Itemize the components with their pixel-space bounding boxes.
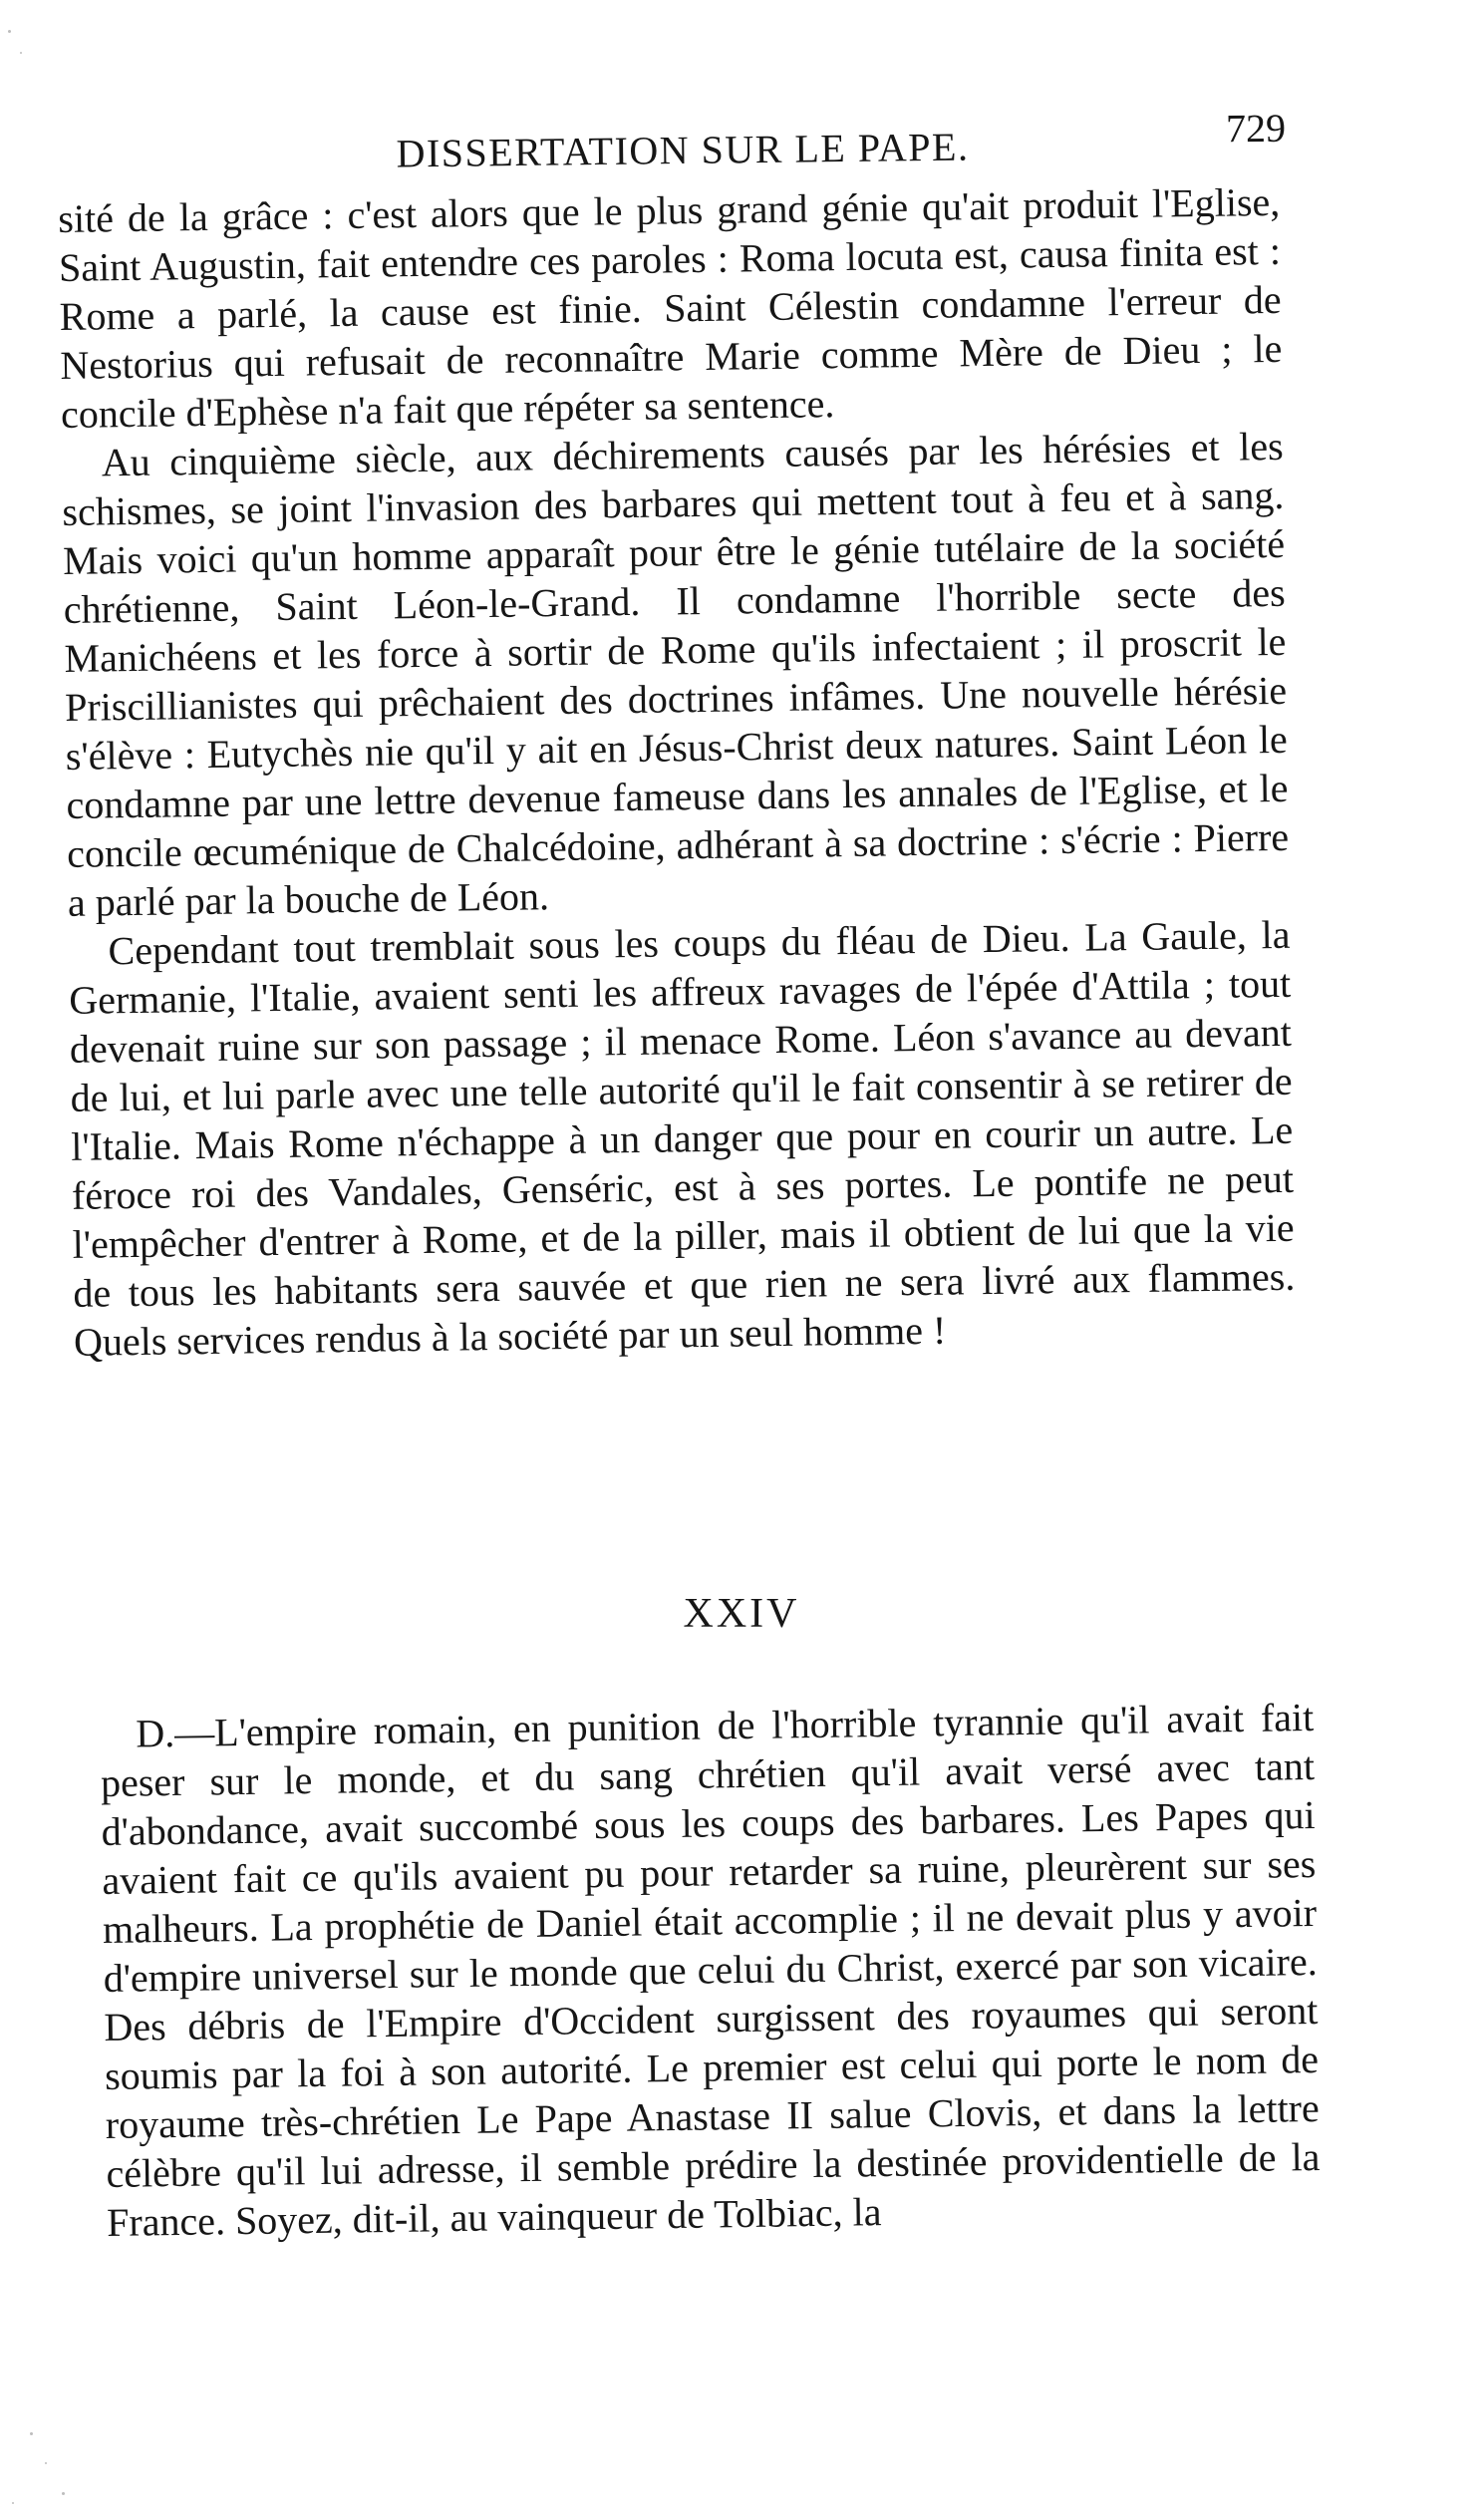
paper-speck <box>8 30 11 33</box>
paper-speck <box>62 2492 65 2495</box>
page-header <box>70 105 1306 184</box>
body-text-section-1 <box>58 177 1296 1367</box>
running-title: DISSERTATION SUR LE PAPE. <box>396 124 970 176</box>
body-text-section-2 <box>100 1693 1321 2247</box>
paragraph: sité de la grâce : c'est alors que le plus grand génie qu'ait produit l'Eglise, Saint Augustin, fait entendre ces paroles : Roma locuta est, causa finita est : Rome a parlé, la cause est finie. Saint Célestin condamne l'erreur de Nestorius qui refusait de reconnaître Marie comme Mère de Dieu ; le concile d'Ephèse n'a fait que répéter sa sentence. <box>58 178 1283 437</box>
paper-speck <box>20 52 22 54</box>
paragraph: D.—L'empire romain, en punition de l'horrible tyrannie qu'il avait fait peser sur le monde, et du sang chrétien qu'il avait versé avec tant d'abondance, avait succombé sous les coups des barbares. Les Papes qui avaient fait ce qu'ils avaient pu pour retarder sa ruine, pleurèrent sur ses malheurs. La prophétie de Daniel était accomplie ; il ne devait plus y avoir d'empire universel sur le monde que celui du Christ, exercé par son vicaire. Des débris de l'Empire d'Occident surgissent des royaumes qui seront soumis par la foi à son autorité. Le premier est celui qui porte le nom de royaume très-chrétien Le Pape Anastase II salue Clovis, et dans la lettre célèbre qu'il lui adresse, il semble prédire la destinée providentielle de la France. Soyez, dit-il, au vainqueur de Tolbiac, la <box>100 1694 1321 2245</box>
page-number: 729 <box>1225 105 1287 152</box>
paragraph: Cependant tout tremblait sous les coups du fléau de Dieu. La Gaule, la Germanie, l'Italie, avaient senti les affreux ravages de l'épée d'Attila ; tout devenait ruine sur son passage ; il menace Rome. Léon s'avance au devant de lui, et lui parle avec une telle autorité qu'il le fait consentir à se retirer de l'Italie. Mais Rome n'échappe à un danger que pour en courir un autre. Le féroce roi des Vandales, Genséric, est à ses portes. Le pontife ne peut l'empêcher d'entrer à Rome, et de la piller, mais il obtient de lui que la vie de tous les habitants sera sauvée et que rien ne sera livré aux flammes. Quels services rendus à la société par un seul homme ! <box>68 911 1296 1365</box>
section-heading: XXIV <box>683 1591 800 1637</box>
paragraph: Au cinquième siècle, aux déchirements causés par les hérésies et les schismes, se joint l'invasion des barbares qui mettent tout à feu et à sang. Mais voici qu'un homme apparaît pour être le génie tutélaire de la société chrétienne, Saint Léon-le-Grand. Il condamne l'horrible secte des Manichéens et les force à sortir de Rome qu'ils infectaient ; il proscrit le Priscillianistes qui prêchaient des doctrines infâmes. Une nouvelle hérésie s'élève : Eutychès nie qu'il y ait en Jésus-Christ deux natures. Saint Léon le condamne par une lettre devenue fameuse dans les annales de l'Eglise, et le concile œcuménique de Chalcédoine, adhérant à sa doctrine : s'écrie : Pierre a parlé par la bouche de Léon. <box>62 423 1290 925</box>
paper-speck <box>45 2462 47 2464</box>
paper-speck <box>30 2432 33 2435</box>
paper-speck <box>12 2502 14 2504</box>
